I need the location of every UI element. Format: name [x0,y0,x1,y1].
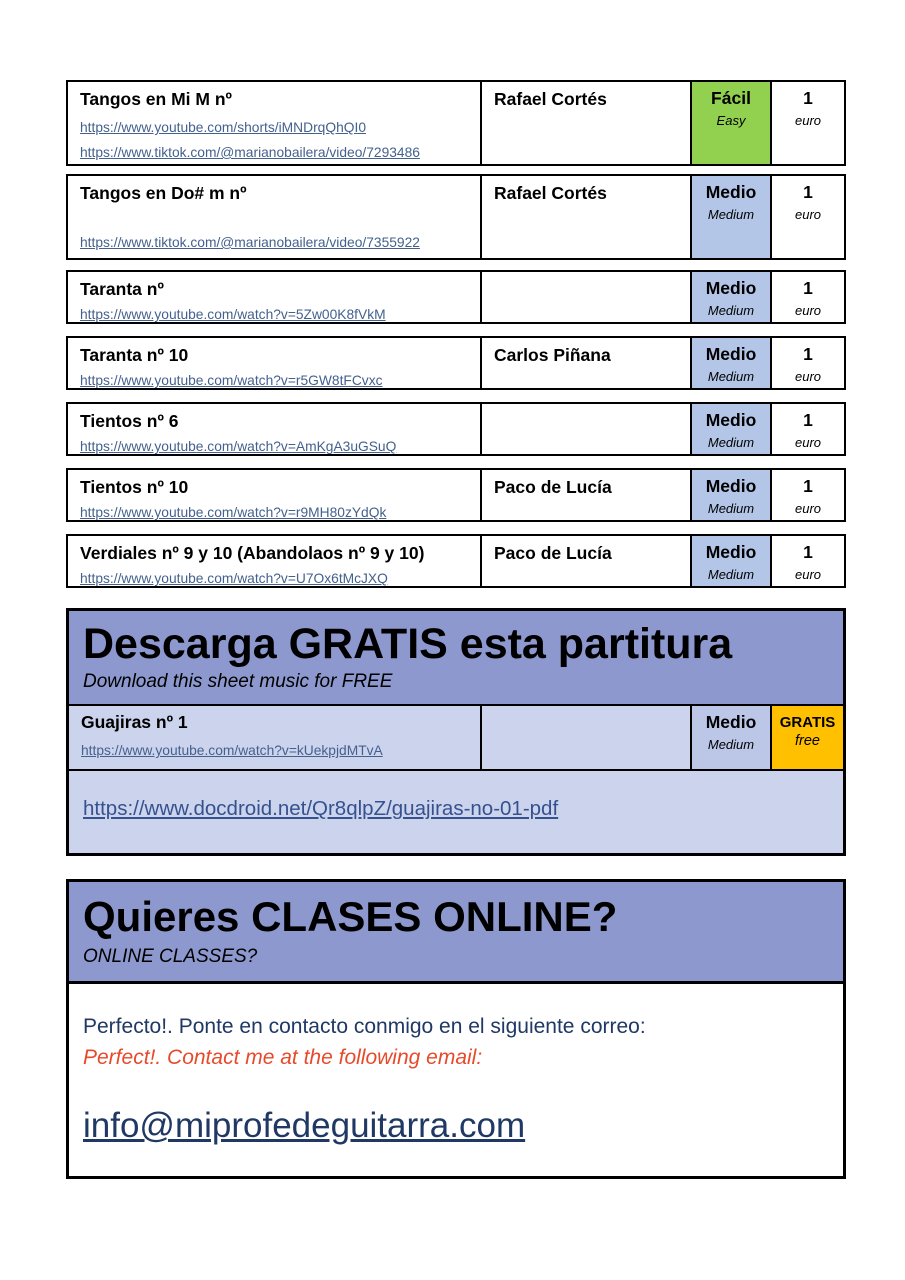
youtube-link[interactable]: https://www.youtube.com/watch?v=r5GW8tFCvxc [80,373,383,388]
difficulty-badge [690,272,770,322]
price-unit: euro [794,207,822,222]
difficulty-label-en: Medium [707,501,755,516]
price-unit: euro [794,113,822,128]
classes-banner-subtitle: ONLINE CLASSES? [83,946,258,968]
table-row [66,336,846,390]
youtube-link[interactable]: https://www.youtube.com/watch?v=kUekpjdMTvA [81,743,383,759]
contact-text-es: Perfecto!. Ponte en contacto conmigo en el siguiente correo: [83,1015,646,1039]
youtube-link[interactable]: https://www.youtube.com/watch?v=5Zw00K8fVkM [80,307,386,322]
difficulty-label: Medio [705,712,757,733]
classes-banner-body [69,984,843,1176]
artist-name: Rafael Cortés [480,176,690,258]
difficulty-label-en: Medium [707,737,755,753]
piece-title-cell [68,470,480,520]
piece-title: Tientos nº 6 [80,411,179,431]
piece-title: Taranta nº [80,279,164,299]
price-amount: 1 [803,88,813,108]
difficulty-label: Medio [705,182,757,202]
table-row [66,402,846,456]
price-amount: 1 [803,344,813,364]
price-cell [770,82,844,164]
table-row [66,468,846,522]
tiktok-link[interactable]: https://www.tiktok.com/@marianobailera/video/7293486 [80,145,420,160]
difficulty-badge [690,338,770,388]
price-cell [770,338,844,388]
artist-name [480,272,690,322]
free-link-area [69,771,843,853]
price-unit: euro [794,567,822,582]
artist-name: Paco de Lucía [480,470,690,520]
difficulty-label: Medio [705,410,757,430]
table-row [66,80,846,166]
pdf-download-link[interactable]: https://www.docdroid.net/Qr8qlpZ/guajiras-no-01-pdf [83,797,559,821]
classes-banner-title: Quieres CLASES ONLINE? [83,893,618,941]
difficulty-label-en: Medium [707,567,755,582]
artist-name [480,706,690,769]
difficulty-badge [690,404,770,454]
difficulty-label-en: Easy [716,113,746,128]
table-row [66,174,846,260]
price-cell [770,272,844,322]
difficulty-label-en: Medium [707,303,755,318]
price-unit: euro [794,435,822,450]
price-amount: 1 [803,476,813,496]
free-banner-subtitle: Download this sheet music for FREE [83,671,393,693]
piece-title: Verdiales nº 9 y 10 (Abandolaos nº 9 y 10) [80,543,425,563]
difficulty-label: Medio [705,476,757,496]
difficulty-label: Fácil [711,88,751,108]
piece-title-cell [68,176,480,258]
piece-title-cell [68,536,480,586]
difficulty-label: Medio [705,278,757,298]
difficulty-badge [690,706,770,769]
price-amount: 1 [803,182,813,202]
piece-title: Tientos nº 10 [80,477,189,497]
gratis-badge [770,706,843,769]
artist-name: Carlos Piñana [480,338,690,388]
price-cell [770,176,844,258]
price-cell [770,404,844,454]
difficulty-label: Medio [705,344,757,364]
artist-name: Paco de Lucía [480,536,690,586]
price-unit: euro [794,303,822,318]
difficulty-label-en: Medium [707,207,755,222]
difficulty-badge [690,536,770,586]
piece-title: Tangos en Do# m nº [80,183,247,203]
gratis-label-en: free [795,733,820,750]
piece-title-cell [68,272,480,322]
piece-title-cell [68,82,480,164]
difficulty-badge [690,82,770,164]
difficulty-label-en: Medium [707,435,755,450]
piece-title: Tangos en Mi M nº [80,89,232,109]
table-row [66,534,846,588]
piece-title: Guajiras nº 1 [81,712,188,733]
price-cell [770,470,844,520]
difficulty-label: Medio [705,542,757,562]
free-banner-title: Descarga GRATIS esta partitura [83,620,733,668]
youtube-link[interactable]: https://www.youtube.com/shorts/iMNDrqQhQI0 [80,120,367,135]
price-unit: euro [794,369,822,384]
piece-title: Taranta nº 10 [80,345,189,365]
price-unit: euro [794,501,822,516]
table-row [66,270,846,324]
artist-name: Rafael Cortés [480,82,690,164]
difficulty-badge [690,176,770,258]
piece-title-cell [68,338,480,388]
price-cell [770,536,844,586]
tiktok-link[interactable]: https://www.tiktok.com/@marianobailera/video/7355922 [80,235,420,250]
difficulty-label-en: Medium [707,369,755,384]
youtube-link[interactable]: https://www.youtube.com/watch?v=AmKgA3uGSuQ [80,439,397,454]
online-classes-banner [66,879,846,1179]
free-banner-header [69,611,843,706]
classes-banner-header [69,882,843,984]
difficulty-badge [690,470,770,520]
free-download-banner [66,608,846,856]
artist-name [480,404,690,454]
price-amount: 1 [803,542,813,562]
piece-title-cell [68,404,480,454]
piece-title-cell [69,706,480,769]
contact-email-link[interactable]: info@miprofedeguitarra.com [83,1106,526,1146]
youtube-link[interactable]: https://www.youtube.com/watch?v=U7Ox6tMcJXQ [80,571,388,586]
price-amount: 1 [803,278,813,298]
free-piece-row [69,706,843,771]
page-content [66,80,846,1179]
gratis-label: GRATIS [779,714,836,732]
price-amount: 1 [803,410,813,430]
contact-text-en: Perfect!. Contact me at the following email: [83,1046,483,1070]
youtube-link[interactable]: https://www.youtube.com/watch?v=r9MH80zYdQk [80,505,387,520]
